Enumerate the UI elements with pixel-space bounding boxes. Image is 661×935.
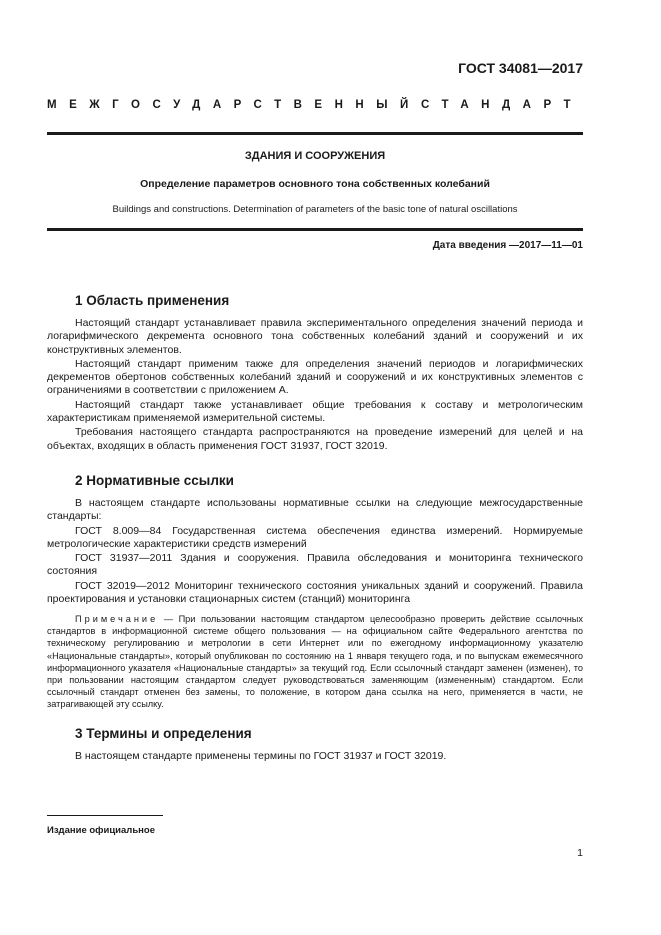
paragraph: Требования настоящего стандарта распространяются на проведение измерений для целей и на объектах, входящих в область применения ГОСТ 31937, ГОСТ 32019. <box>47 426 583 452</box>
paragraph: ГОСТ 31937—2011 Здания и сооружения. Правила обследования и мониторинга технического состояния <box>47 552 583 578</box>
title-subtitle: Определение параметров основного тона собственных колебаний <box>140 178 490 190</box>
document-code: ГОСТ 34081—2017 <box>458 60 583 76</box>
header-rule <box>47 132 583 135</box>
introduction-date: Дата введения —2017—11—01 <box>432 240 583 251</box>
section-1-heading: 1 Область применения <box>75 293 230 308</box>
standard-word: СТАНДАРТ <box>421 99 583 111</box>
interstate-word: МЕЖГОСУДАРСТВЕННЫЙ <box>47 99 421 111</box>
paragraph: В настоящем стандарте применены термины по ГОСТ 31937 и ГОСТ 32019. <box>75 750 447 762</box>
edition-label: Издание официальное <box>47 825 155 836</box>
paragraph: ГОСТ 32019—2012 Мониторинг технического состояния уникальных зданий и сооружений. Правила проектирования и установки стационарных систем (станций) мониторинга <box>47 579 583 606</box>
section-3-heading: 3 Термины и определения <box>75 726 252 741</box>
paragraph: Настоящий стандарт применим также для определения значений периодов и логарифмических декрементов обертонов собственных колебаний зданий и сооружений и их конструктивных элементов с ограничениями в соответствии с приложением А. <box>47 357 583 397</box>
paragraph: Настоящий стандарт устанавливает правила экспериментального определения значений периода и логарифмического декремента основного тона собственных колебаний зданий и сооружений и их конструктивных элементов. <box>47 317 583 356</box>
note-label: Примечание <box>75 614 159 624</box>
title-main: ЗДАНИЯ И СООРУЖЕНИЯ <box>244 150 386 162</box>
note-block <box>47 613 583 711</box>
page-number: 1 <box>577 847 583 859</box>
title-rule <box>47 228 583 231</box>
section-2-body <box>47 497 583 607</box>
title-english: Buildings and constructions. Determination of parameters of the basic tone of natural oscillations <box>112 204 518 215</box>
footer-rule <box>47 815 163 816</box>
paragraph: Настоящий стандарт также устанавливает общие требования к составу и метрологическим характеристикам применяемой измерительной системы. <box>47 398 583 425</box>
paragraph: ГОСТ 8.009—84 Государственная система обеспечения единства измерений. Нормируемые метрологические характеристики средств измерений <box>47 524 583 550</box>
section-2-heading: 2 Нормативные ссылки <box>75 473 234 488</box>
section-3-body <box>47 750 583 764</box>
note-text: — При пользовании настоящим стандартом целесообразно проверить действие ссылочных стандартов в информационной системе общего пользования — на официальном сайте Федерального агентства по техническому регулированию и метрологии в сети Интернет или по ежегодному информационному указателю «Национальные стандарты», который опубликован по состоянию на 1 января текущего года, и по выпускам ежемесячного информационного указателя «Национальные стандарты» за текущий год. Если ссылочный стандарт заменен (изменен), то при пользовании настоящим стандартом следует руководствоваться заменяющим (измененным) стандартом. Если ссылочный стандарт отменен без замены, то положение, в котором дана ссылка на него, применяется в части, не затрагивающей эту ссылку. <box>47 614 583 710</box>
paragraph: В настоящем стандарте использованы нормативные ссылки на следующие межгосударственные стандарты: <box>47 497 583 523</box>
section-1-body <box>47 317 583 454</box>
interstate-standard-banner <box>47 99 583 111</box>
